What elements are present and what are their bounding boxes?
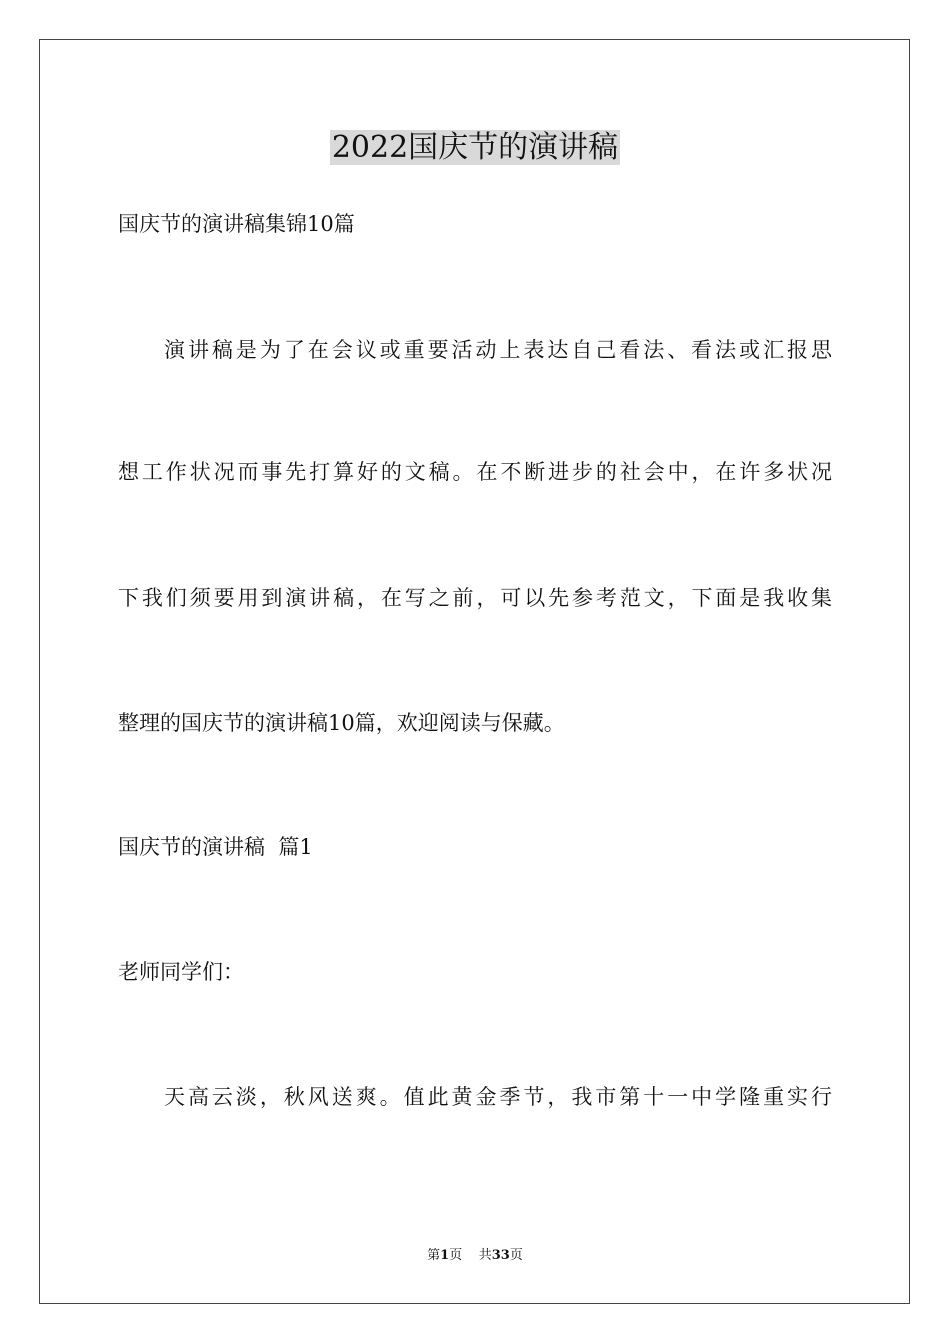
- intro-line-4: 整理的国庆节的演讲稿10篇，欢迎阅读与保藏。: [118, 711, 565, 735]
- section-heading: 国庆节的演讲稿 篇1: [118, 835, 313, 859]
- intro-line-1: 演讲稿是为了在会议或重要活动上表达自己看法、看法或汇报思: [164, 338, 832, 362]
- document-title: [0, 126, 950, 170]
- page-footer: [0, 1247, 950, 1265]
- subtitle: 国庆节的演讲稿集锦10篇: [118, 212, 355, 236]
- intro-line-2: 想工作状况而事先打算好的文稿。在不断进步的社会中，在许多状况: [118, 460, 832, 484]
- body-line-1: 天高云淡，秋风送爽。值此黄金季节，我市第十一中学隆重实行: [164, 1085, 832, 1109]
- title-text: 2022国庆节的演讲稿: [331, 130, 619, 165]
- footer-page-suffix: 页: [449, 1248, 463, 1263]
- greeting: 老师同学们：: [118, 960, 244, 984]
- footer-total-prefix: 共: [478, 1248, 492, 1263]
- footer-total-suffix: 页: [509, 1248, 523, 1263]
- footer-total-pages: 33: [491, 1248, 510, 1263]
- footer-page-number: 1: [440, 1248, 450, 1263]
- footer-page-prefix: 第: [427, 1248, 441, 1263]
- intro-line-3: 下我们须要用到演讲稿，在写之前，可以先参考范文，下面是我收集: [118, 586, 832, 610]
